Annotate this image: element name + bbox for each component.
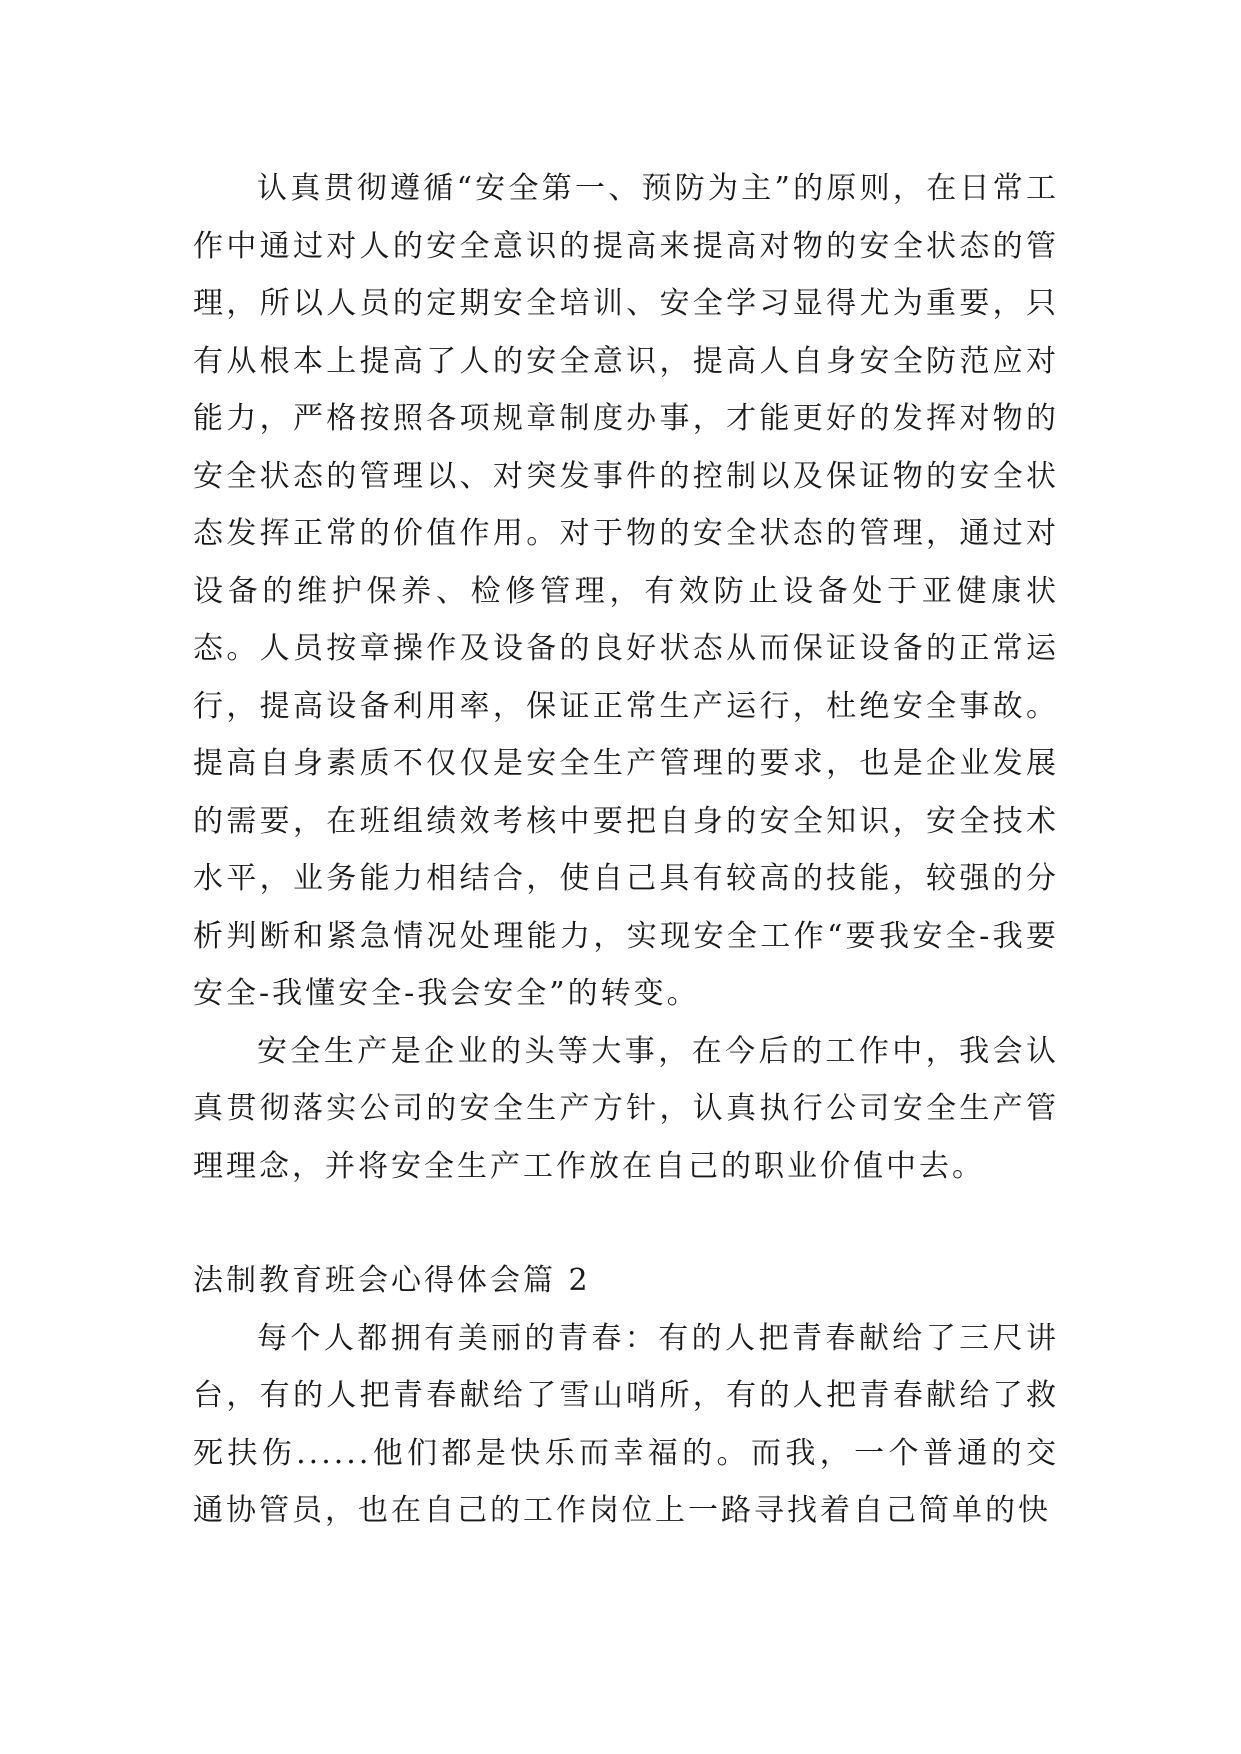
document-body [193,160,1059,1540]
paragraph-safety-commitment: 安全生产是企业的头等大事，在今后的工作中，我会认真贯彻落实公司的安全生产方针，认真执行公司安全生产管理理念，并将安全生产工作放在自己的职业价值中去。 [193,1033,1059,1184]
paragraph-youth: 每个人都拥有美丽的青春：有的人把青春献给了三尺讲台，有的人把青春献给了雪山哨所，有的人把青春献给了救死扶伤......他们都是快乐而幸福的。而我，一个普通的交通协管员，也在自己的工作岗位上一路寻找着自己简单的快 [193,1320,1059,1528]
section-heading: 法制教育班会心得体会篇 2 [193,1263,591,1298]
paragraph-safety-principles: 认真贯彻遵循“安全第一、预防为主”的原则，在日常工作中通过对人的安全意识的提高来提高对物的安全状态的管理，所以人员的定期安全培训、安全学习显得尤为重要，只有从根本上提高了人的安全意识，提高人自身安全防范应对能力，严格按照各项规章制度办事，才能更好的发挥对物的安全状态的管理以、对突发事件的控制以及保证物的安全状态发挥正常的价值作用。对于物的安全状态的管理，通过对设备的维护保养、检修管理，有效防止设备处于亚健康状态。人员按章操作及设备的良好状态从而保证设备的正常运行，提高设备利用率，保证正常生产运行，杜绝安全事故。提高自身素质不仅仅是安全生产管理的要求，也是企业发展的需要，在班组绩效考核中要把自身的安全知识，安全技术水平，业务能力相结合，使自己具有较高的技能，较强的分析判断和紧急情况处理能力，实现安全工作“要我安全-我要安全-我懂安全-我会安全”的转变。 [193,171,1059,1011]
